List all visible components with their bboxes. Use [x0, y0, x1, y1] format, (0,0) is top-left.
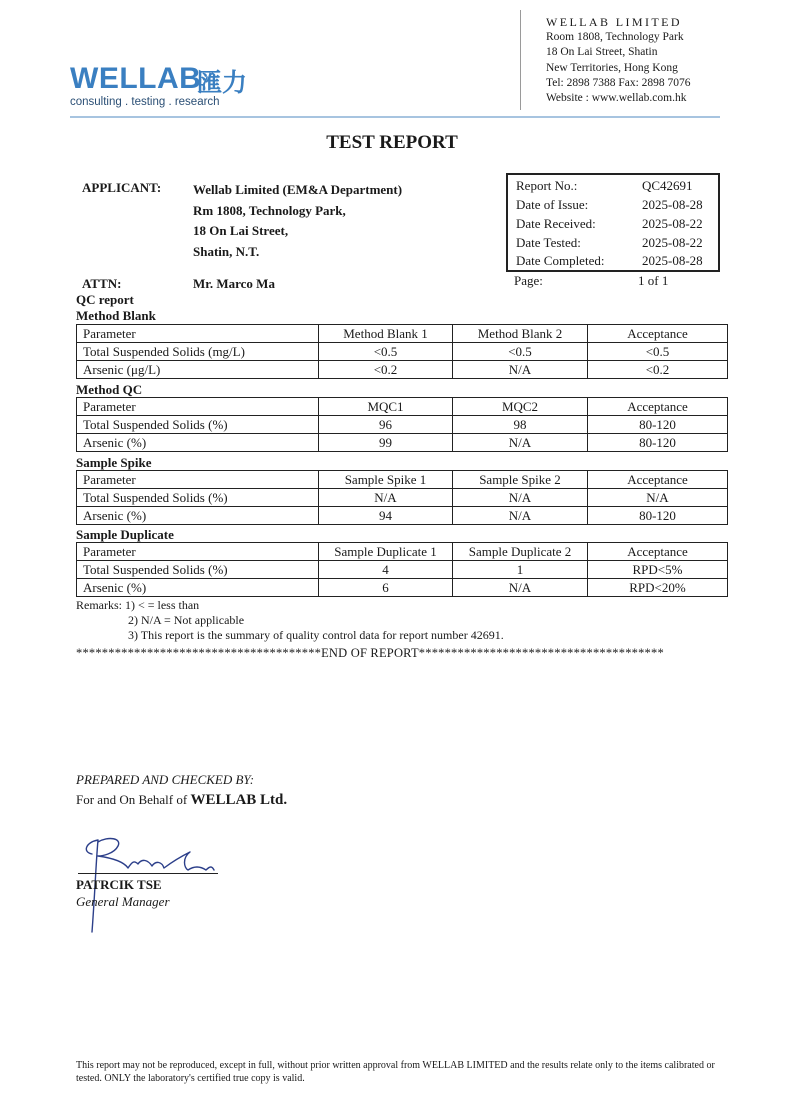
table-cell: 6	[319, 579, 453, 597]
table-cell: <0.5	[453, 343, 588, 361]
signature-line	[78, 873, 218, 874]
company-address-block	[546, 15, 691, 106]
table-row	[77, 434, 728, 452]
table-cell: <0.5	[588, 343, 728, 361]
applicant-line: Wellab Limited (EM&A Department)	[193, 182, 403, 197]
table-cell: N/A	[453, 579, 588, 597]
table-cell: Arsenic (%)	[77, 507, 319, 525]
page-value: 1 of 1	[638, 273, 669, 288]
info-value: 2025-08-22	[642, 216, 703, 231]
page-label: Page:	[514, 273, 543, 288]
report-title: TEST REPORT	[326, 132, 458, 153]
section-title-method-qc: Method QC	[76, 382, 143, 397]
on-behalf-prefix: For and On Behalf of	[76, 792, 191, 807]
table-row	[77, 507, 728, 525]
attn-value: Mr. Marco Ma	[193, 276, 275, 291]
info-value: QC42691	[642, 178, 693, 193]
applicant-line: 18 On Lai Street,	[193, 223, 289, 238]
header-cell: Acceptance	[588, 398, 728, 416]
header-cell: Acceptance	[588, 471, 728, 489]
method-blank-table	[76, 324, 728, 379]
table-cell: Total Suspended Solids (mg/L)	[77, 343, 319, 361]
table-header-row	[77, 325, 728, 343]
remark-line: 2) N/A = Not applicable	[128, 613, 245, 627]
table-header-row	[77, 543, 728, 561]
company-tagline: consulting . testing . research	[70, 96, 220, 108]
company-logo-text: WELLAB	[70, 62, 202, 95]
header-cell: Acceptance	[588, 325, 728, 343]
info-value: 2025-08-28	[642, 253, 703, 268]
header-divider	[520, 10, 521, 110]
address-line: New Territories, Hong Kong	[546, 61, 678, 74]
table-cell: Arsenic (%)	[77, 579, 319, 597]
website-line: Website : www.wellab.com.hk	[546, 92, 687, 105]
header-cell: MQC2	[453, 398, 588, 416]
header-cell: Parameter	[77, 325, 319, 343]
company-name: WELLAB LIMITED	[546, 15, 682, 29]
header-cell: Sample Duplicate 2	[453, 543, 588, 561]
table-header-row	[77, 471, 728, 489]
table-cell: 94	[319, 507, 453, 525]
table-cell: Arsenic (μg/L)	[77, 361, 319, 379]
address-line: Room 1808, Technology Park	[546, 31, 684, 44]
table-row	[77, 579, 728, 597]
info-label: Report No.:	[516, 178, 578, 193]
method-qc-table	[76, 397, 728, 452]
table-cell: N/A	[319, 489, 453, 507]
header-cell: MQC1	[319, 398, 453, 416]
table-row	[77, 361, 728, 379]
table-cell: Total Suspended Solids (%)	[77, 561, 319, 579]
table-cell: N/A	[453, 489, 588, 507]
contact-line: Tel: 2898 7388 Fax: 2898 7076	[546, 76, 691, 89]
header-rule	[70, 116, 720, 118]
header-cell: Acceptance	[588, 543, 728, 561]
table-cell: 98	[453, 416, 588, 434]
table-cell: 80-120	[588, 507, 728, 525]
sample-duplicate-table	[76, 542, 728, 597]
sample-spike-table	[76, 470, 728, 525]
table-cell: <0.2	[319, 361, 453, 379]
on-behalf-line	[76, 792, 287, 809]
table-row	[77, 416, 728, 434]
info-label: Date Tested:	[516, 235, 581, 250]
end-of-report-line: **************************************END OF REPORT**************************************	[76, 646, 664, 660]
table-row	[77, 489, 728, 507]
table-cell: 96	[319, 416, 453, 434]
table-row	[77, 561, 728, 579]
table-cell: 80-120	[588, 434, 728, 452]
header-cell: Parameter	[77, 471, 319, 489]
prepared-by-label: PREPARED AND CHECKED BY:	[76, 772, 255, 787]
qc-report-label: QC report	[76, 292, 134, 307]
applicant-line: Shatin, N.T.	[193, 243, 260, 259]
table-cell: Total Suspended Solids (%)	[77, 489, 319, 507]
table-cell: N/A	[453, 361, 588, 379]
signer-name: PATRCIK TSE	[76, 877, 162, 892]
applicant-line: Rm 1808, Technology Park,	[193, 202, 346, 218]
header-cell: Sample Spike 2	[453, 471, 588, 489]
table-cell: 4	[319, 561, 453, 579]
table-cell: Total Suspended Solids (%)	[77, 416, 319, 434]
info-value: 2025-08-28	[642, 197, 703, 212]
table-cell: N/A	[453, 507, 588, 525]
table-cell: <0.2	[588, 361, 728, 379]
footer-disclaimer: This report may not be reproduced, except in full, without prior written approval from WELLAB LIMITED and the results relate only to the items calibrated or tested. ONLY the laboratory's certified true copy is valid.	[76, 1060, 715, 1084]
table-cell: RPD<20%	[588, 579, 728, 597]
header-cell: Parameter	[77, 398, 319, 416]
section-title-sample-duplicate: Sample Duplicate	[76, 527, 174, 542]
address-line: 18 On Lai Street, Shatin	[546, 46, 658, 59]
attn-label: ATTN:	[82, 276, 122, 291]
table-cell: 80-120	[588, 416, 728, 434]
table-cell: 1	[453, 561, 588, 579]
table-cell: Arsenic (%)	[77, 434, 319, 452]
header-cell: Parameter	[77, 543, 319, 561]
applicant-label: APPLICANT:	[82, 180, 162, 195]
table-cell: N/A	[588, 489, 728, 507]
table-cell: RPD<5%	[588, 561, 728, 579]
remark-line: Remarks: 1) < = less than	[76, 598, 200, 612]
header-cell: Sample Duplicate 1	[319, 543, 453, 561]
info-label: Date Completed:	[516, 253, 605, 268]
table-header-row	[77, 398, 728, 416]
header-cell: Method Blank 1	[319, 325, 453, 343]
signer-title: General Manager	[76, 894, 170, 909]
table-cell: 99	[319, 434, 453, 452]
table-cell: N/A	[453, 434, 588, 452]
company-logo-chinese: 匯力	[197, 68, 248, 97]
remarks-block	[76, 598, 504, 643]
info-label: Date of Issue:	[516, 197, 589, 212]
info-value: 2025-08-22	[642, 235, 703, 250]
table-row	[77, 343, 728, 361]
applicant-address	[193, 180, 402, 262]
table-cell: <0.5	[319, 343, 453, 361]
on-behalf-company: WELLAB Ltd.	[190, 792, 288, 808]
header-cell: Sample Spike 1	[319, 471, 453, 489]
section-title-method-blank: Method Blank	[76, 308, 156, 323]
header-cell: Method Blank 2	[453, 325, 588, 343]
report-info-box	[506, 173, 720, 272]
remark-line: 3) This report is the summary of quality control data for report number 42691.	[128, 628, 504, 642]
info-label: Date Received:	[516, 216, 596, 231]
section-title-sample-spike: Sample Spike	[76, 455, 152, 470]
